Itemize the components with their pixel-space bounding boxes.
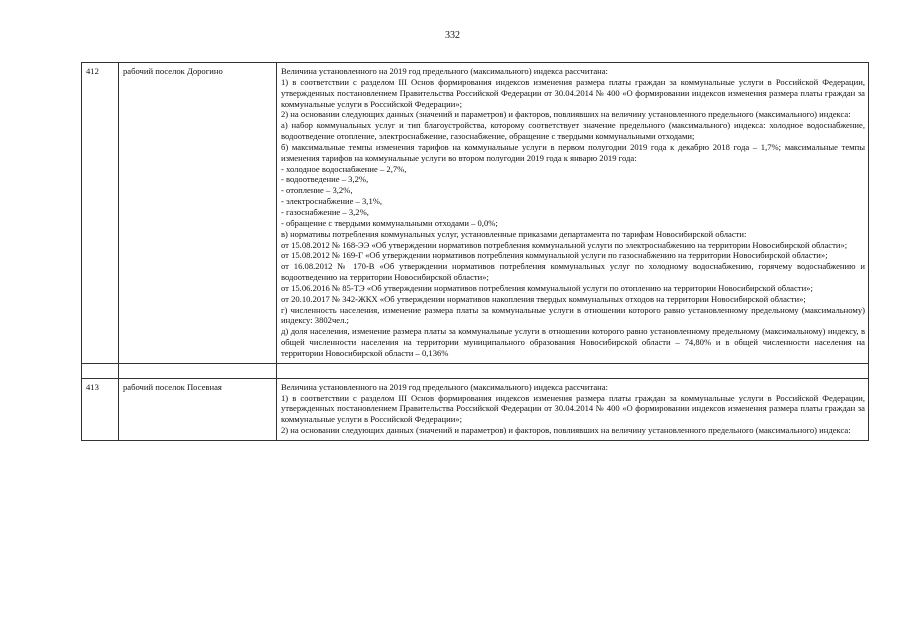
index-table (81, 62, 869, 441)
row-number: 413 (82, 378, 119, 440)
text-line: - электроснабжение – 3,1%, (281, 196, 383, 207)
settlement-name: рабочий поселок Посевная (119, 378, 277, 440)
text-line: от 20.10.2017 № 342-ЖКХ «Об утверждении нормативов накопления твердых коммунальных отходов на территории Новосибирской области»; (281, 293, 806, 304)
table-row (82, 378, 869, 440)
separator-cell (119, 363, 277, 378)
text-line: д) доля населения, изменение размера платы за коммунальные услуги в отношении которого равно установленному предельному (максимальному) индексу, в общей численности населения на территории муниципального образования Новосибирской области – 74,80% и в общей численности населения на территории Новосибирской области – 0,136% (281, 326, 865, 358)
text-line: Величина установленного на 2019 год предельного (максимального) индекса рассчитана: (281, 381, 608, 392)
text-line: г) численность населения, изменение размера платы за коммунальные услуги в отношении которого равно установленному предельному (максимальному) индексу: 3802чел.; (281, 304, 865, 326)
row-number: 412 (82, 63, 119, 364)
text-line: от 15.06.2016 № 85-ТЭ «Об утверждении нормативов потребления коммунальной услуги по отоплению на территории Новосибирской области»; (281, 282, 813, 293)
text-line: - газоснабжение – 3,2%, (281, 206, 369, 217)
calculation-text (277, 63, 869, 364)
separator-cell (277, 363, 869, 378)
calculation-text (277, 378, 869, 440)
text-line: 1) в соответствии с разделом III Основ формирования индексов изменения размера платы граждан за коммунальные услуги в Российской Федерации, утвержденных постановлением Правительства Российской Федерации от 30.04.2014 № 400 «О формировании индексов изменения размера платы граждан за коммунальные услуги в Российской Федерации»; (281, 76, 865, 109)
text-line: - обращение с твердыми коммунальными отходами – 0,0%; (281, 217, 498, 228)
text-line: от 15.08.2012 № 169-Г «Об утверждении нормативов потребления коммунальной услуги по газоснабжению на территории Новосибирской области»; (281, 250, 828, 261)
text-line: - холодное водоснабжение – 2,7%, (281, 163, 407, 174)
text-line: - водоотведение – 3,2%, (281, 174, 369, 185)
text-line: 2) на основании следующих данных (значений и параметров) и факторов, повлиявших на величину установленного предельного (максимального) индекса: (281, 425, 851, 436)
separator-cell (82, 363, 119, 378)
text-line: в) нормативы потребления коммунальных услуг, установленные приказами департамента по тарифам Новосибирской области: (281, 228, 747, 239)
text-line: от 15.08.2012 № 168-ЭЭ «Об утверждении нормативов потребления коммунальной услуги по электроснабжению на территории Новосибирской области»; (281, 239, 848, 250)
text-line: а) набор коммунальных услуг и тип благоустройства, которому соответствует значение предельного (максимального) индекса: холодное водоснабжение, водоотведение отопление, электроснабжение, газоснабжение, обращение с твердыми коммунальными отходами; (281, 120, 865, 142)
text-line: б) максимальные темпы изменения тарифов на коммунальные услуги в первом полугодии 2019 года к декабрю 2018 года – 1,7%; максимальные темпы изменения тарифов на коммунальные услуги во втором полугодии 2019 года к январю 2019 года: (281, 141, 865, 163)
text-line: Величина установленного на 2019 год предельного (максимального) индекса рассчитана: (281, 66, 608, 76)
text-line: - отопление – 3,2%, (281, 185, 353, 196)
text-line: от 16.08.2012 № 170-В «Об утверждении нормативов потребления коммунальных услуг по холодному водоснабжению, горячему водоснабжению и водоотведению на территории Новосибирской области»; (281, 261, 865, 283)
row-separator (82, 363, 869, 378)
text-line: 2) на основании следующих данных (значений и параметров) и факторов, повлиявших на величину установленного предельного (максимального) индекса: (281, 109, 851, 120)
table-row (82, 63, 869, 364)
settlement-name: рабочий поселок Дорогино (119, 63, 277, 364)
text-line: 1) в соответствии с разделом III Основ формирования индексов изменения размера платы граждан за коммунальные услуги в Российской Федерации, утвержденных постановлением Правительства Российской Федерации от 30.04.2014 № 400 «О формировании индексов изменения размера платы граждан за коммунальные услуги в Российской Федерации»; (281, 392, 865, 425)
page-number: 332 (445, 30, 460, 41)
